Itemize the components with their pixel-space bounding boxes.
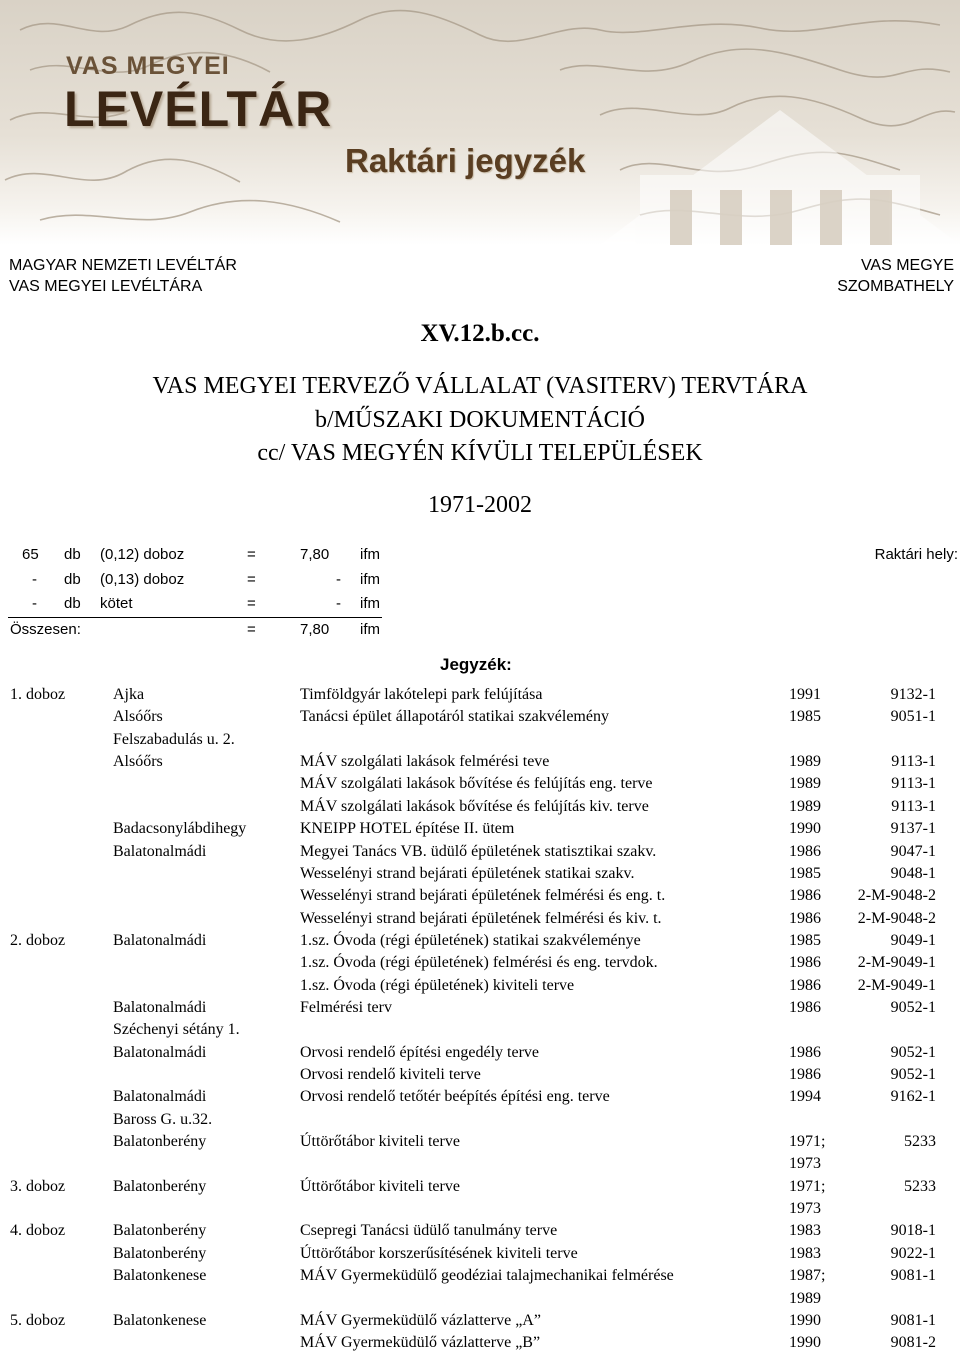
- item-year: 1973: [789, 1155, 821, 1173]
- item-number: 9052-1: [890, 998, 936, 1016]
- item-year: 1985: [789, 708, 821, 726]
- fond-title-line2: b/MŰSZAKI DOKUMENTÁCIÓ: [315, 407, 645, 433]
- table-row: [0, 999, 960, 1022]
- item-year: 1989: [789, 775, 821, 793]
- place-name: Balatonalmádi: [113, 1088, 207, 1106]
- summary-type: (0,12) doboz: [100, 546, 185, 563]
- table-row: [0, 820, 960, 843]
- item-year: 1986: [789, 998, 821, 1016]
- item-description: Wesselényi strand bejárati épületének felmérési és eng. t.: [300, 887, 666, 905]
- box-label: 4. doboz: [10, 1222, 66, 1240]
- item-description: Úttörőtábor kiviteli terve: [300, 1133, 460, 1150]
- item-description: Orvosi rendelő tetőtér beépítés építési eng. terve: [300, 1088, 610, 1106]
- table-row: [0, 1290, 960, 1313]
- item-number: 9051-1: [890, 708, 936, 726]
- item-year: 1986: [789, 887, 821, 905]
- item-description: Megyei Tanács VB. üdülő épületének statisztikai szakv.: [300, 842, 657, 860]
- table-row: [0, 753, 960, 776]
- table-row: [0, 1200, 960, 1223]
- item-number: 9081-1: [890, 1267, 936, 1285]
- item-year: 1971;: [789, 1177, 826, 1195]
- summary-unit: db: [64, 546, 81, 563]
- item-description: Úttörőtábor korszerűsítésének kiviteli terve: [300, 1244, 578, 1262]
- table-row: [0, 1334, 960, 1357]
- table-row: [0, 1088, 960, 1111]
- place-name: Balatonalmádi: [113, 931, 207, 949]
- item-year: 1986: [789, 1066, 821, 1083]
- item-number: 2-M-9049-1: [857, 954, 936, 972]
- item-description: MÁV Gyermeküdülő vázlatterve „A”: [300, 1311, 541, 1329]
- item-description: Csepregi Tanácsi üdülő tanulmány terve: [300, 1222, 558, 1240]
- item-description: Orvosi rendelő kiviteli terve: [300, 1066, 481, 1083]
- item-year: 1986: [789, 909, 821, 927]
- item-description: MÁV szolgálati lakások bővítése és felújítás eng. terve: [300, 775, 653, 793]
- item-number: 2-M-9048-2: [857, 909, 936, 927]
- item-year: 1985: [789, 931, 821, 949]
- table-row: [0, 1021, 960, 1044]
- table-row: [0, 1245, 960, 1268]
- place-name: Alsóőrs: [113, 708, 163, 726]
- summary-eq: =: [247, 546, 256, 563]
- place-name: Széchenyi sétány 1.: [113, 1021, 240, 1039]
- item-year: 1987;: [789, 1267, 826, 1285]
- header-banner: [0, 0, 960, 245]
- summary-count: -: [32, 595, 37, 612]
- table-row: [0, 775, 960, 798]
- item-year: 1973: [789, 1200, 821, 1218]
- table-row: [0, 865, 960, 888]
- summary-total-value: 7,80: [300, 621, 330, 638]
- table-row: [0, 1044, 960, 1067]
- table-row: [0, 1066, 960, 1089]
- box-label: 5. doboz: [10, 1311, 66, 1329]
- header-left-line1: MAGYAR NEMZETI LEVÉLTÁR: [9, 257, 237, 274]
- item-year: 1983: [789, 1244, 821, 1262]
- item-number: 9052-1: [890, 1066, 936, 1083]
- summary-eq: =: [247, 595, 256, 612]
- item-description: 1.sz. Óvoda (régi épületének) felmérési és eng. tervdok.: [300, 954, 658, 972]
- box-label: 1. doboz: [10, 686, 66, 703]
- item-description: Felmérési terv: [300, 998, 392, 1016]
- item-number: 5233: [904, 1177, 936, 1195]
- table-row: [0, 1222, 960, 1245]
- table-row: [0, 954, 960, 977]
- place-name: Ajka: [113, 686, 145, 703]
- item-number: 9132-1: [890, 686, 936, 703]
- item-description: Wesselényi strand bejárati épületének felmérési és kiv. t.: [300, 909, 662, 927]
- list-title: Jegyzék:: [440, 655, 512, 674]
- item-number: 9113-1: [891, 797, 936, 815]
- summary-ifm: ifm: [360, 546, 380, 563]
- item-description: Wesselényi strand bejárati épületének statikai szakv.: [300, 864, 635, 882]
- item-year: 1971;: [789, 1133, 826, 1150]
- table-row: [0, 798, 960, 821]
- item-year: 1989: [789, 797, 821, 815]
- summary-type: kötet: [100, 595, 133, 612]
- summary-ifm: ifm: [360, 595, 380, 612]
- item-number: 9113-1: [891, 775, 936, 793]
- summary-total-eq: =: [247, 621, 256, 638]
- item-year: 1986: [789, 954, 821, 972]
- item-description: KNEIPP HOTEL építése II. ütem: [300, 820, 515, 838]
- table-row: [0, 1111, 960, 1134]
- item-year: 1989: [789, 753, 821, 770]
- place-name: Balatonalmádi: [113, 998, 207, 1016]
- item-year: 1989: [789, 1289, 821, 1307]
- item-description: 1.sz. Óvoda (régi épületének) kiviteli terve: [300, 976, 575, 994]
- item-description: MÁV szolgálati lakások bővítése és felújítás kiv. terve: [300, 797, 649, 815]
- fond-years: 1971-2002: [428, 492, 532, 518]
- summary-total-label: Összesen:: [10, 621, 81, 638]
- item-number: 2-M-9048-2: [857, 887, 936, 905]
- summary-count: -: [32, 571, 37, 588]
- item-year: 1990: [789, 820, 821, 838]
- summary-value: -: [336, 571, 341, 588]
- place-name: Alsóőrs: [113, 753, 163, 770]
- header-left: [9, 255, 237, 297]
- summary-eq: =: [247, 571, 256, 588]
- place-name: Baross G. u.32.: [113, 1110, 213, 1128]
- item-number: 2-M-9049-1: [857, 976, 936, 994]
- item-number: 9081-1: [890, 1311, 936, 1329]
- place-name: Balatonalmádi: [113, 842, 207, 860]
- table-row: [0, 932, 960, 955]
- item-number: 9113-1: [891, 753, 936, 770]
- item-number: 9137-1: [890, 820, 936, 838]
- table-row: [0, 843, 960, 866]
- item-number: 9081-2: [890, 1334, 936, 1352]
- table-row: [0, 1133, 960, 1156]
- place-name: Balatonberény: [113, 1133, 207, 1150]
- place-name: Balatonberény: [113, 1222, 207, 1240]
- item-description: Tanácsi épület állapotáról statikai szakvélemény: [300, 708, 609, 726]
- table-row: [0, 910, 960, 933]
- place-name: Balatonalmádi: [113, 1043, 207, 1061]
- summary-unit: db: [64, 595, 81, 612]
- box-label: 2. doboz: [10, 931, 66, 949]
- item-number: 5233: [904, 1133, 936, 1150]
- item-number: 9047-1: [890, 842, 936, 860]
- item-description: Timföldgyár lakótelepi park felújítása: [300, 686, 543, 703]
- logo-top-text: VAS MEGYEI: [66, 52, 230, 80]
- table-row: [0, 977, 960, 1000]
- item-year: 1994: [789, 1088, 821, 1106]
- table-row: [0, 1312, 960, 1335]
- item-year: 1991: [789, 686, 821, 703]
- header-right-line1: VAS MEGYE: [860, 257, 954, 274]
- item-year: 1985: [789, 864, 821, 882]
- summary-value: 7,80: [300, 546, 330, 563]
- table-row: [0, 1178, 960, 1201]
- location-label: Raktári hely:: [874, 546, 958, 563]
- summary-type: (0,13) doboz: [100, 571, 185, 588]
- summary-divider: [8, 617, 382, 618]
- table-row: [0, 731, 960, 754]
- item-number: 9048-1: [890, 864, 936, 882]
- summary-total-ifm: ifm: [360, 621, 380, 638]
- item-description: MÁV Gyermeküdülő vázlatterve „B”: [300, 1334, 541, 1352]
- item-year: 1986: [789, 842, 821, 860]
- place-name: Balatonkenese: [113, 1311, 207, 1329]
- logo-sub-text: Raktári jegyzék: [345, 142, 586, 179]
- fond-title-line1: VAS MEGYEI TERVEZŐ VÁLLALAT (VASITERV) TERVTÁRA: [152, 373, 808, 399]
- summary-unit: db: [64, 571, 81, 588]
- item-description: MÁV szolgálati lakások felmérési teve: [300, 753, 550, 770]
- logo-main-text: LEVÉLTÁR: [64, 81, 333, 137]
- header-right-line2: SZOMBATHELY: [837, 278, 954, 295]
- place-name: Badacsonylábdihegy: [113, 820, 247, 838]
- item-description: MÁV Gyermeküdülő geodéziai talajmechanikai felmérése: [300, 1267, 674, 1285]
- table-row: [0, 1155, 960, 1178]
- place-name: Felszabadulás u. 2.: [113, 730, 235, 748]
- place-name: Balatonkenese: [113, 1267, 207, 1285]
- table-row: [0, 686, 960, 709]
- header-left-line2: VAS MEGYEI LEVÉLTÁRA: [9, 278, 203, 295]
- item-number: 9049-1: [890, 931, 936, 949]
- table-row: [0, 1267, 960, 1290]
- fond-code: XV.12.b.cc.: [420, 320, 540, 347]
- place-name: Balatonberény: [113, 1177, 207, 1195]
- item-year: 1983: [789, 1222, 821, 1240]
- item-year: 1990: [789, 1311, 821, 1329]
- item-year: 1986: [789, 1043, 821, 1061]
- summary-ifm: ifm: [360, 571, 380, 588]
- table-row: [0, 708, 960, 731]
- summary-value: -: [336, 595, 341, 612]
- item-year: 1986: [789, 976, 821, 994]
- table-row: [0, 887, 960, 910]
- item-number: 9018-1: [890, 1222, 936, 1240]
- item-number: 9162-1: [890, 1088, 936, 1106]
- fond-title-line3: cc/ VAS MEGYÉN KÍVÜLI TELEPÜLÉSEK: [257, 440, 703, 466]
- box-label: 3. doboz: [10, 1177, 66, 1195]
- item-number: 9022-1: [890, 1244, 936, 1262]
- item-year: 1990: [789, 1334, 821, 1352]
- item-description: 1.sz. Óvoda (régi épületének) statikai szakvéleménye: [300, 931, 641, 949]
- item-description: Úttörőtábor kiviteli terve: [300, 1177, 460, 1195]
- summary-count: 65: [22, 546, 39, 563]
- header-right: [837, 255, 954, 297]
- place-name: Balatonberény: [113, 1244, 207, 1262]
- item-description: Orvosi rendelő építési engedély terve: [300, 1043, 540, 1061]
- item-number: 9052-1: [890, 1043, 936, 1061]
